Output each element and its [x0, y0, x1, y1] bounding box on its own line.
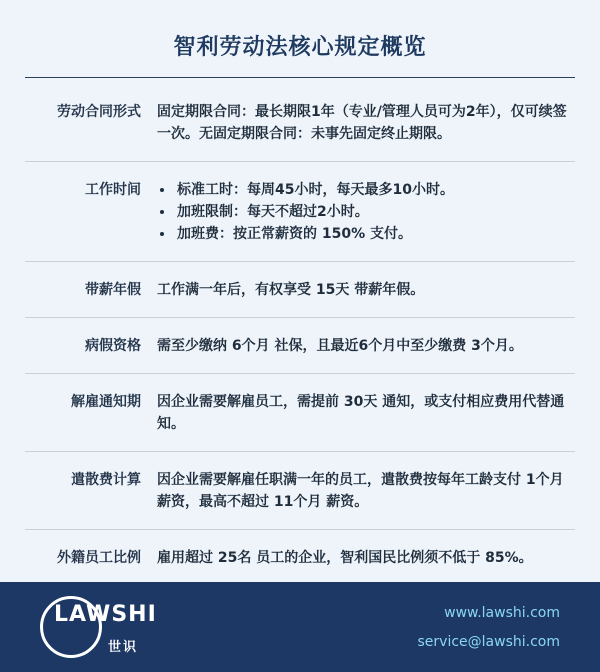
- table-row: [25, 374, 575, 452]
- row-content: 固定期限合同：最长期限1年（专业/管理人员可为2年），仅可续签一次。无固定期限合同：未事先固定终止期限。: [157, 104, 567, 142]
- email-link[interactable]: service@lawshi.com: [417, 634, 560, 650]
- row-label: 工作时间: [85, 182, 141, 198]
- table-row: [25, 162, 575, 262]
- footer: [0, 582, 600, 672]
- row-content: [157, 179, 575, 245]
- bullet-list: [157, 179, 575, 245]
- row-content: 因企业需要解雇员工，需提前 30天 通知，或支付相应费用代替通知。: [157, 394, 565, 432]
- table-row: [25, 262, 575, 318]
- row-content: 雇用超过 25名 员工的企业，智利国民比例须不低于 85%。: [157, 550, 533, 566]
- table-row: [25, 530, 575, 585]
- row-content: 需至少缴纳 6个月 社保，且最近6个月中至少缴费 3个月。: [157, 338, 523, 354]
- page-title: 智利劳动法核心规定概览: [173, 35, 427, 60]
- table-row: [25, 84, 575, 162]
- title-divider: [25, 77, 575, 78]
- logo-subtitle: 世识: [108, 640, 139, 655]
- row-label: 病假资格: [85, 338, 141, 354]
- table-row: [25, 318, 575, 374]
- row-label: 外籍员工比例: [57, 550, 141, 566]
- list-item: • 加班费：按正常薪资的 150% 支付。: [175, 223, 575, 245]
- rules-table: [25, 84, 575, 585]
- row-label: 解雇通知期: [71, 394, 141, 410]
- list-item: • 标准工时：每周45小时，每天最多10小时。: [175, 179, 575, 201]
- website-link[interactable]: www.lawshi.com: [444, 605, 560, 621]
- table-row: [25, 452, 575, 530]
- logo: LAWSHI: [54, 602, 157, 627]
- row-content: 工作满一年后，有权享受 15天 带薪年假。: [157, 282, 425, 298]
- row-label: 劳动合同形式: [57, 104, 141, 120]
- list-item: • 加班限制：每天不超过2小时。: [175, 201, 575, 223]
- row-content: 因企业需要解雇任职满一年的员工，遣散费按每年工龄支付 1个月 薪资，最高不超过 11个月 薪资。: [157, 472, 564, 510]
- row-label: 遣散费计算: [71, 472, 141, 488]
- row-label: 带薪年假: [85, 282, 141, 298]
